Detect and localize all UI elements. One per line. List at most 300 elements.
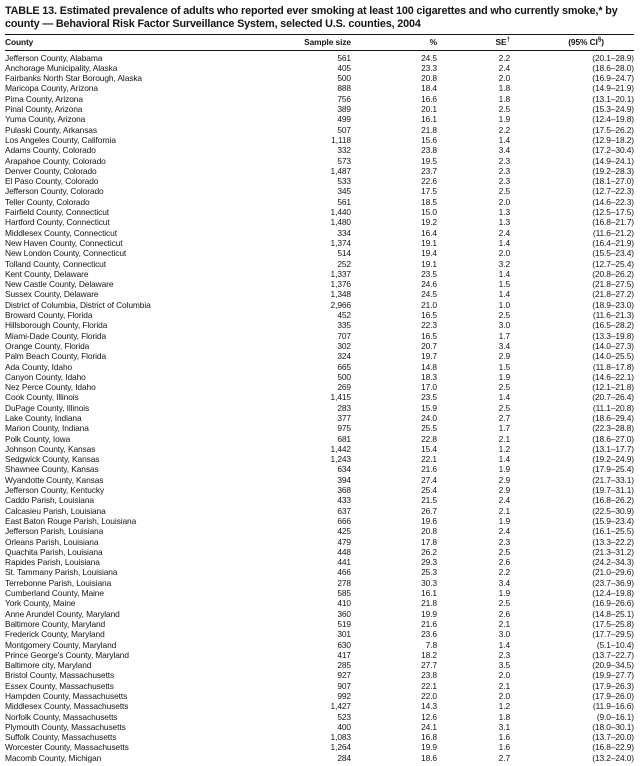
county-cell: Miami-Dade County, Florida xyxy=(5,330,107,341)
sample-size-cell: 573 xyxy=(337,155,351,166)
table-row xyxy=(5,392,634,402)
se-cell: 2.4 xyxy=(498,227,510,238)
ci-cell: (13.2–24.0) xyxy=(592,752,634,763)
se-cell: 3.2 xyxy=(498,258,510,269)
ci-cell: (18.9–23.0) xyxy=(592,299,634,310)
se-cell: 1.4 xyxy=(498,289,510,300)
se-cell: 2.5 xyxy=(498,186,510,197)
percent-cell: 16.5 xyxy=(421,310,437,321)
se-cell: 1.2 xyxy=(498,701,510,712)
sample-size-cell: 394 xyxy=(337,474,351,485)
county-cell: Maricopa County, Arizona xyxy=(5,83,98,94)
table-row xyxy=(5,423,634,433)
county-cell: Hillsborough County, Florida xyxy=(5,320,108,331)
ci-cell: (14.0–27.3) xyxy=(592,340,634,351)
ci-cell: (18.1–27.0) xyxy=(592,176,634,187)
table-row xyxy=(5,485,634,495)
percent-cell: 25.4 xyxy=(421,485,437,496)
county-cell: Yuma County, Arizona xyxy=(5,114,86,125)
county-cell: New Haven County, Connecticut xyxy=(5,237,123,248)
table-row xyxy=(5,681,634,691)
sample-size-cell: 283 xyxy=(337,402,351,413)
ci-cell: (16.9–24.7) xyxy=(592,73,634,84)
ci-cell: (14.9–21.9) xyxy=(592,83,634,94)
sample-size-cell: 585 xyxy=(337,588,351,599)
sample-size-cell: 888 xyxy=(337,83,351,94)
se-cell: 2.0 xyxy=(498,670,510,681)
county-cell: Orange County, Florida xyxy=(5,340,90,351)
percent-cell: 26.7 xyxy=(421,505,437,516)
county-cell: East Baton Rouge Parish, Louisiana xyxy=(5,515,137,526)
county-cell: District of Columbia, District of Columbia xyxy=(5,299,151,310)
se-cell: 3.4 xyxy=(498,577,510,588)
table-row xyxy=(5,640,634,650)
se-cell: 2.6 xyxy=(498,608,510,619)
county-cell: Tolland County, Connecticut xyxy=(5,258,106,269)
percent-cell: 21.8 xyxy=(421,598,437,609)
se-cell: 1.4 xyxy=(498,639,510,650)
sample-size-cell: 441 xyxy=(337,557,351,568)
county-cell: Palm Beach County, Florida xyxy=(5,351,107,362)
table-row xyxy=(5,207,634,217)
ci-cell: (19.2–28.3) xyxy=(592,165,634,176)
county-cell: Anne Arundel County, Maryland xyxy=(5,608,120,619)
county-cell: Calcasieu Parish, Louisiana xyxy=(5,505,106,516)
percent-cell: 25.5 xyxy=(421,423,437,434)
percent-cell: 23.3 xyxy=(421,62,437,73)
sample-size-cell: 1,442 xyxy=(330,443,351,454)
prevalence-table xyxy=(5,34,634,763)
percent-cell: 24.0 xyxy=(421,412,437,423)
percent-cell: 16.4 xyxy=(421,227,437,238)
percent-cell: 24.6 xyxy=(421,279,437,290)
table-row xyxy=(5,753,634,763)
sample-size-cell: 448 xyxy=(337,546,351,557)
sample-size-cell: 681 xyxy=(337,433,351,444)
se-cell: 1.5 xyxy=(498,361,510,372)
table-row xyxy=(5,660,634,670)
se-cell: 2.3 xyxy=(498,165,510,176)
table-row xyxy=(5,670,634,680)
percent-cell: 24.5 xyxy=(421,289,437,300)
table-row xyxy=(5,537,634,547)
percent-cell: 19.7 xyxy=(421,351,437,362)
table-row xyxy=(5,351,634,361)
county-cell: El Paso County, Colorado xyxy=(5,176,99,187)
se-cell: 2.4 xyxy=(498,526,510,537)
percent-cell: 22.8 xyxy=(421,433,437,444)
percent-cell: 23.5 xyxy=(421,392,437,403)
table-row xyxy=(5,742,634,752)
table-row xyxy=(5,166,634,176)
se-cell: 1.3 xyxy=(498,207,510,218)
ci-cell: (17.9–26.3) xyxy=(592,680,634,691)
county-cell: New London County, Connecticut xyxy=(5,248,127,259)
ci-cell: (20.9–34.5) xyxy=(592,660,634,671)
se-cell: 1.0 xyxy=(498,299,510,310)
ci-cell: (14.6–22.3) xyxy=(592,196,634,207)
table-row xyxy=(5,156,634,166)
table-row xyxy=(5,506,634,516)
sample-size-cell: 400 xyxy=(337,721,351,732)
ci-cell: (9.0–16.1) xyxy=(596,711,634,722)
percent-cell: 18.6 xyxy=(421,752,437,763)
sample-size-cell: 332 xyxy=(337,145,351,156)
se-cell: 2.9 xyxy=(498,485,510,496)
se-cell: 2.5 xyxy=(498,546,510,557)
percent-cell: 16.8 xyxy=(421,732,437,743)
percent-cell: 17.0 xyxy=(421,382,437,393)
se-cell: 1.9 xyxy=(498,371,510,382)
county-cell: Middlesex County, Connecticut xyxy=(5,227,117,238)
county-cell: Anchorage Municipality, Alaska xyxy=(5,62,118,73)
ci-cell: (19.2–24.9) xyxy=(592,454,634,465)
county-cell: Teller County, Colorado xyxy=(5,196,90,207)
ci-cell: (12.7–22.3) xyxy=(592,186,634,197)
ci-cell: (21.8–27.5) xyxy=(592,279,634,290)
table-row xyxy=(5,176,634,186)
county-cell: Sedgwick County, Kansas xyxy=(5,454,100,465)
section-footnote-mark: § xyxy=(597,35,602,43)
county-cell: Denver County, Colorado xyxy=(5,165,97,176)
percent-cell: 21.8 xyxy=(421,124,437,135)
percent-cell: 18.2 xyxy=(421,649,437,660)
sample-size-cell: 523 xyxy=(337,711,351,722)
county-cell: Arapahoe County, Colorado xyxy=(5,155,106,166)
se-cell: 1.7 xyxy=(498,423,510,434)
sample-size-cell: 500 xyxy=(337,73,351,84)
sample-size-cell: 637 xyxy=(337,505,351,516)
table-row xyxy=(5,629,634,639)
percent-cell: 16.5 xyxy=(421,330,437,341)
percent-cell: 18.3 xyxy=(421,371,437,382)
county-cell: Norfolk County, Massachusetts xyxy=(5,711,118,722)
ci-cell: (16.8–21.7) xyxy=(592,217,634,228)
se-cell: 1.6 xyxy=(498,742,510,753)
table-row xyxy=(5,197,634,207)
percent-cell: 14.8 xyxy=(421,361,437,372)
table-row xyxy=(5,588,634,598)
percent-cell: 19.5 xyxy=(421,155,437,166)
se-cell: 1.4 xyxy=(498,454,510,465)
table-row xyxy=(5,403,634,413)
table-row xyxy=(5,279,634,289)
percent-cell: 23.5 xyxy=(421,268,437,279)
county-cell: Johnson County, Kansas xyxy=(5,443,96,454)
header-row xyxy=(5,34,634,50)
sample-size-cell: 389 xyxy=(337,104,351,115)
table-row xyxy=(5,609,634,619)
sample-size-cell: 269 xyxy=(337,382,351,393)
sample-size-cell: 514 xyxy=(337,248,351,259)
se-cell: 2.4 xyxy=(498,62,510,73)
ci-cell: (12.1–21.8) xyxy=(592,382,634,393)
dagger-footnote-mark: † xyxy=(506,35,510,43)
percent-cell: 26.2 xyxy=(421,546,437,557)
county-cell: Los Angeles County, California xyxy=(5,134,116,145)
percent-cell: 7.8 xyxy=(425,639,437,650)
table-row xyxy=(5,567,634,577)
sample-size-cell: 252 xyxy=(337,258,351,269)
ci-cell: (12.7–25.4) xyxy=(592,258,634,269)
sample-size-cell: 927 xyxy=(337,670,351,681)
county-cell: Plymouth County, Massachusetts xyxy=(5,721,126,732)
se-cell: 1.9 xyxy=(498,515,510,526)
table-row xyxy=(5,300,634,310)
percent-cell: 19.2 xyxy=(421,217,437,228)
county-cell: Hartford County, Connecticut xyxy=(5,217,110,228)
ci-cell: (12.5–17.5) xyxy=(592,207,634,218)
se-cell: 2.5 xyxy=(498,310,510,321)
sample-size-cell: 499 xyxy=(337,114,351,125)
sample-size-cell: 278 xyxy=(337,577,351,588)
county-cell: Shawnee County, Kansas xyxy=(5,464,99,475)
county-cell: Bristol County, Massachusetts xyxy=(5,670,115,681)
se-cell: 2.5 xyxy=(498,402,510,413)
sample-size-cell: 1,264 xyxy=(330,742,351,753)
table-row xyxy=(5,495,634,505)
county-cell: Middlesex County, Massachusetts xyxy=(5,701,129,712)
sample-size-cell: 360 xyxy=(337,608,351,619)
se-cell: 2.0 xyxy=(498,691,510,701)
table-row xyxy=(5,238,634,248)
percent-cell: 15.4 xyxy=(421,443,437,454)
se-cell: 3.0 xyxy=(498,320,510,331)
se-cell: 1.2 xyxy=(498,443,510,454)
percent-cell: 22.6 xyxy=(421,176,437,187)
county-cell: Orleans Parish, Louisiana xyxy=(5,536,99,547)
se-cell: 1.8 xyxy=(498,93,510,104)
sample-size-cell: 1,480 xyxy=(330,217,351,228)
ci-cell: (21.8–27.2) xyxy=(592,289,634,300)
se-cell: 2.4 xyxy=(498,495,510,506)
table-row xyxy=(5,362,634,372)
se-cell: 3.4 xyxy=(498,145,510,156)
ci-cell: (11.9–16.6) xyxy=(592,701,634,712)
table-row xyxy=(5,382,634,392)
table-row xyxy=(5,557,634,567)
se-cell: 1.4 xyxy=(498,268,510,279)
table-row xyxy=(5,722,634,732)
ci-cell: (18.6–29.4) xyxy=(592,412,634,423)
percent-cell: 20.8 xyxy=(421,73,437,84)
sample-size-cell: 992 xyxy=(337,691,351,701)
column-header-county: County xyxy=(5,34,259,50)
percent-cell: 19.1 xyxy=(421,258,437,269)
percent-cell: 23.8 xyxy=(421,145,437,156)
sample-size-cell: 666 xyxy=(337,515,351,526)
se-cell: 1.9 xyxy=(498,464,510,475)
percent-cell: 17.8 xyxy=(421,536,437,547)
county-cell: Kent County, Delaware xyxy=(5,268,89,279)
percent-cell: 23.6 xyxy=(421,629,437,640)
se-label: SE xyxy=(495,36,507,47)
county-cell: Caddo Parish, Louisiana xyxy=(5,495,94,506)
county-cell: Baltimore city, Maryland xyxy=(5,660,92,671)
ci-cell: (20.7–26.4) xyxy=(592,392,634,403)
ci-cell: (13.3–22.2) xyxy=(592,536,634,547)
se-cell: 1.8 xyxy=(498,711,510,722)
percent-cell: 29.3 xyxy=(421,557,437,568)
percent-cell: 19.9 xyxy=(421,608,437,619)
ci-cell: (16.5–28.2) xyxy=(592,320,634,331)
county-cell: Jefferson Parish, Louisiana xyxy=(5,526,104,537)
percent-cell: 16.6 xyxy=(421,93,437,104)
se-cell: 2.0 xyxy=(498,248,510,259)
sample-size-cell: 345 xyxy=(337,186,351,197)
ci-cell: (15.9–23.4) xyxy=(592,515,634,526)
se-cell: 2.5 xyxy=(498,598,510,609)
se-cell: 2.3 xyxy=(498,536,510,547)
county-cell: Fairbanks North Star Borough, Alaska xyxy=(5,73,142,84)
ci-cell: (11.6–21.3) xyxy=(592,310,634,321)
table-row xyxy=(5,63,634,73)
sample-size-cell: 324 xyxy=(337,351,351,362)
se-cell: 2.6 xyxy=(498,557,510,568)
ci-cell: (13.7–20.0) xyxy=(592,732,634,743)
percent-cell: 24.5 xyxy=(421,52,437,63)
se-cell: 1.4 xyxy=(498,392,510,403)
se-cell: 2.3 xyxy=(498,176,510,187)
percent-cell: 20.8 xyxy=(421,526,437,537)
percent-cell: 15.0 xyxy=(421,207,437,218)
se-cell: 2.5 xyxy=(498,104,510,115)
percent-cell: 22.1 xyxy=(421,680,437,691)
ci-cell: (17.5–25.8) xyxy=(592,618,634,629)
county-cell: Hampden County, Massachusetts xyxy=(5,691,128,701)
percent-cell: 21.5 xyxy=(421,495,437,506)
percent-cell: 16.1 xyxy=(421,114,437,125)
table-header xyxy=(5,34,634,50)
table-row xyxy=(5,619,634,629)
sample-size-cell: 334 xyxy=(337,227,351,238)
se-cell: 1.9 xyxy=(498,114,510,125)
sample-size-cell: 425 xyxy=(337,526,351,537)
ci-cell: (15.5–23.4) xyxy=(592,248,634,259)
ci-cell: (16.9–26.6) xyxy=(592,598,634,609)
percent-cell: 20.7 xyxy=(421,340,437,351)
column-header-sample-size: Sample size xyxy=(259,34,351,50)
table-body xyxy=(5,50,634,763)
se-cell: 1.4 xyxy=(498,237,510,248)
ci-cell: (11.8–17.8) xyxy=(592,361,634,372)
table-row xyxy=(5,186,634,196)
se-cell: 2.1 xyxy=(498,618,510,629)
county-cell: Marion County, Indiana xyxy=(5,423,89,434)
se-cell: 2.1 xyxy=(498,433,510,444)
ci-cell: (18.6–28.0) xyxy=(592,62,634,73)
county-cell: Terrebonne Parish, Louisiana xyxy=(5,577,112,588)
percent-cell: 19.1 xyxy=(421,237,437,248)
se-cell: 1.3 xyxy=(498,217,510,228)
sample-size-cell: 975 xyxy=(337,423,351,434)
table-row xyxy=(5,320,634,330)
county-cell: Prince George's County, Maryland xyxy=(5,649,129,660)
percent-cell: 14.3 xyxy=(421,701,437,712)
ci-cell: (13.3–19.8) xyxy=(592,330,634,341)
sample-size-cell: 479 xyxy=(337,536,351,547)
table-row xyxy=(5,331,634,341)
sample-size-cell: 500 xyxy=(337,371,351,382)
column-header-ci xyxy=(510,34,634,50)
table-row xyxy=(5,712,634,722)
county-cell: Pinal County, Arizona xyxy=(5,104,83,115)
se-cell: 1.5 xyxy=(498,279,510,290)
se-cell: 3.1 xyxy=(498,721,510,732)
sample-size-cell: 410 xyxy=(337,598,351,609)
ci-cell: (18.6–27.0) xyxy=(592,433,634,444)
sample-size-cell: 561 xyxy=(337,52,351,63)
sample-size-cell: 335 xyxy=(337,320,351,331)
ci-cell: (20.8–26.2) xyxy=(592,268,634,279)
percent-cell: 15.9 xyxy=(421,402,437,413)
table-row xyxy=(5,475,634,485)
table-row xyxy=(5,547,634,557)
sample-size-cell: 302 xyxy=(337,340,351,351)
table-row xyxy=(5,94,634,104)
sample-size-cell: 466 xyxy=(337,567,351,578)
county-cell: St. Tammany Parish, Louisiana xyxy=(5,567,118,578)
county-cell: DuPage County, Illinois xyxy=(5,402,90,413)
se-cell: 3.4 xyxy=(498,340,510,351)
ci-cell: (14.8–25.1) xyxy=(592,608,634,619)
table-row xyxy=(5,50,634,63)
table-row xyxy=(5,578,634,588)
ci-cell: (14.0–25.5) xyxy=(592,351,634,362)
percent-cell: 18.5 xyxy=(421,196,437,207)
table-row xyxy=(5,248,634,258)
sample-size-cell: 1,374 xyxy=(330,237,351,248)
percent-cell: 21.6 xyxy=(421,464,437,475)
ci-cell: (12.9–18.2) xyxy=(592,134,634,145)
percent-cell: 21.0 xyxy=(421,299,437,310)
se-cell: 2.9 xyxy=(498,474,510,485)
sample-size-cell: 1,348 xyxy=(330,289,351,300)
se-cell: 2.5 xyxy=(498,382,510,393)
table-row xyxy=(5,650,634,660)
se-cell: 1.9 xyxy=(498,588,510,599)
ci-cell: (17.2–30.4) xyxy=(592,145,634,156)
ci-cell: (5.1–10.4) xyxy=(596,639,634,650)
sample-size-cell: 561 xyxy=(337,196,351,207)
percent-cell: 30.3 xyxy=(421,577,437,588)
se-cell: 1.7 xyxy=(498,330,510,341)
sample-size-cell: 756 xyxy=(337,93,351,104)
table-row xyxy=(5,145,634,155)
percent-cell: 19.4 xyxy=(421,248,437,259)
sample-size-cell: 1,337 xyxy=(330,268,351,279)
table-row xyxy=(5,444,634,454)
county-cell: Suffolk County, Massachusetts xyxy=(5,732,117,743)
sample-size-cell: 433 xyxy=(337,495,351,506)
se-cell: 2.3 xyxy=(498,649,510,660)
percent-cell: 16.1 xyxy=(421,588,437,599)
table-row xyxy=(5,526,634,536)
se-cell: 1.4 xyxy=(498,134,510,145)
county-cell: Sussex County, Delaware xyxy=(5,289,99,300)
county-cell: Broward County, Florida xyxy=(5,310,93,321)
sample-size-cell: 634 xyxy=(337,464,351,475)
sample-size-cell: 452 xyxy=(337,310,351,321)
county-cell: Nez Perce County, Idaho xyxy=(5,382,96,393)
sample-size-cell: 1,083 xyxy=(330,732,351,743)
table-row xyxy=(5,310,634,320)
percent-cell: 21.6 xyxy=(421,618,437,629)
table-row xyxy=(5,104,634,114)
se-cell: 2.7 xyxy=(498,752,510,763)
table-row xyxy=(5,217,634,227)
table-title: TABLE 13. Estimated prevalence of adults who reported ever smoking at least 100 cigarettes and who currently smoke,* by county — Behavioral Risk Factor Surveillance System, selected U.S. counties, 2004 xyxy=(5,5,618,30)
